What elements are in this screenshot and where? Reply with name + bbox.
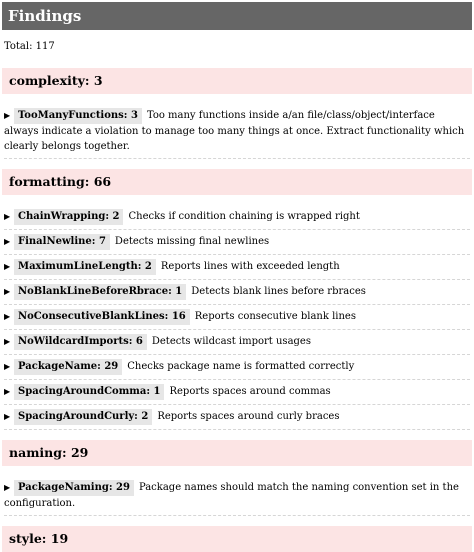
expand-triangle-icon[interactable]: ▶ (4, 337, 11, 346)
expand-triangle-icon[interactable]: ▶ (4, 362, 11, 371)
expand-triangle-icon[interactable]: ▶ (4, 387, 11, 396)
rule-description: Package names should match the naming convention set in the configuration. (4, 482, 459, 509)
section-style: style: 19 (2, 526, 472, 552)
expand-triangle-icon[interactable]: ▶ (4, 212, 11, 221)
expand-triangle-icon[interactable]: ▶ (4, 312, 11, 321)
page-title: Findings (2, 2, 472, 30)
rule-description: Detects missing final newlines (114, 236, 270, 247)
rule-name: NoBlankLineBeforeRbrace: 1 (14, 284, 186, 300)
expand-triangle-icon[interactable]: ▶ (4, 412, 11, 421)
section-formatting-items (0, 205, 474, 430)
section-complexity: complexity: 3 (2, 68, 472, 94)
finding-item[interactable] (4, 230, 470, 255)
finding-item[interactable] (4, 205, 470, 230)
rule-description: Checks if condition chaining is wrapped right (128, 211, 360, 222)
rule-description: Reports spaces around commas (169, 386, 331, 397)
section-formatting: formatting: 66 (2, 169, 472, 195)
expand-triangle-icon[interactable]: ▶ (4, 111, 11, 120)
rule-description: Detects wildcast import usages (151, 336, 311, 347)
finding-item[interactable] (4, 305, 470, 330)
rule-description: Reports lines with exceeded length (160, 261, 340, 272)
rule-description: Detects blank lines before rbraces (191, 286, 366, 297)
finding-item[interactable] (4, 476, 470, 516)
section-naming-items (0, 476, 474, 516)
rule-name: NoWildcardImports: 6 (14, 334, 147, 350)
expand-triangle-icon[interactable]: ▶ (4, 237, 11, 246)
expand-triangle-icon[interactable]: ▶ (4, 262, 11, 271)
rule-description: Reports consecutive blank lines (194, 311, 356, 322)
rule-name: NoConsecutiveBlankLines: 16 (14, 309, 190, 325)
total-count: Total: 117 (4, 41, 55, 52)
expand-triangle-icon[interactable]: ▶ (4, 483, 11, 492)
rule-description: Too many functions inside a/an file/class/object/interface always indicate a violation to manage too many things at once. Extract functionality which clearly belongs together. (4, 110, 465, 152)
findings-page (0, 2, 474, 552)
rule-name: SpacingAroundComma: 1 (14, 384, 164, 400)
rule-description: Checks package name is formatted correctly (127, 361, 355, 372)
rule-name: ChainWrapping: 2 (14, 209, 123, 225)
rule-name: TooManyFunctions: 3 (14, 108, 142, 124)
rule-name: PackageName: 29 (14, 359, 122, 375)
rule-name: SpacingAroundCurly: 2 (14, 409, 152, 425)
section-naming: naming: 29 (2, 440, 472, 466)
section-complexity-items (0, 104, 474, 159)
finding-item[interactable] (4, 104, 470, 159)
finding-item[interactable] (4, 280, 470, 305)
expand-triangle-icon[interactable]: ▶ (4, 287, 11, 296)
finding-item[interactable] (4, 405, 470, 430)
finding-item[interactable] (4, 255, 470, 280)
finding-item[interactable] (4, 330, 470, 355)
finding-item[interactable] (4, 380, 470, 405)
rule-name: FinalNewline: 7 (14, 234, 110, 250)
rule-name: MaximumLineLength: 2 (14, 259, 156, 275)
rule-description: Reports spaces around curly braces (157, 411, 340, 422)
rule-name: PackageNaming: 29 (14, 480, 134, 496)
finding-item[interactable] (4, 355, 470, 380)
